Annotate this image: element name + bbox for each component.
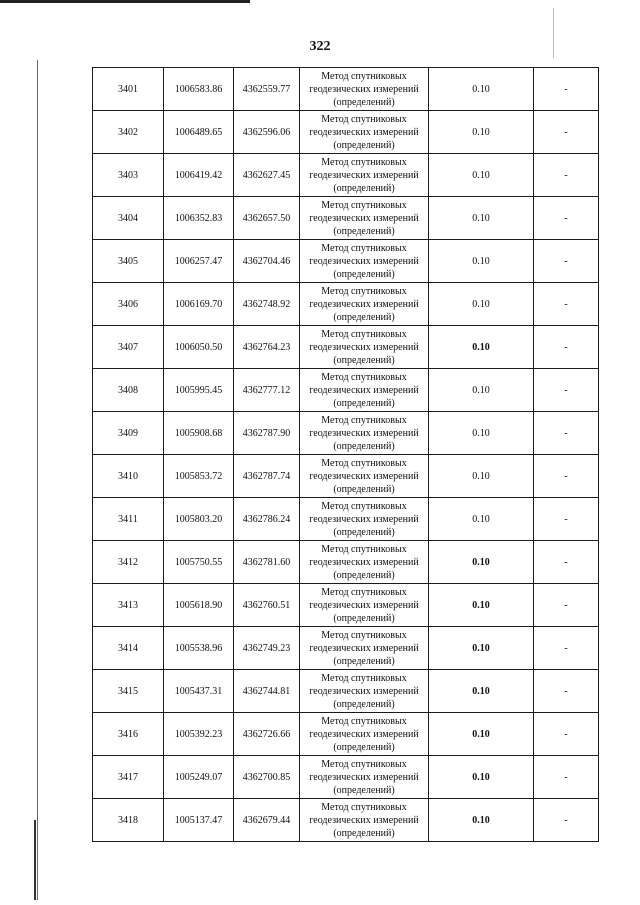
method-line: Метод спутниковых	[321, 672, 407, 684]
point-number-cell: 3401	[93, 68, 164, 111]
table-row	[93, 326, 599, 369]
y-coordinate-cell: 4362657.50	[234, 197, 300, 240]
method-line: Метод спутниковых	[321, 371, 407, 383]
note-cell: -	[534, 713, 599, 756]
method-line: Метод спутниковых	[321, 500, 407, 512]
method-cell	[300, 326, 429, 369]
method-cell	[300, 627, 429, 670]
x-coordinate-cell: 1006419.42	[164, 154, 234, 197]
accuracy-cell: 0.10	[429, 455, 534, 498]
y-coordinate-cell: 4362559.77	[234, 68, 300, 111]
point-number-cell: 3407	[93, 326, 164, 369]
method-line: геодезических измерений	[309, 470, 419, 482]
method-line: (определений)	[333, 483, 395, 495]
y-coordinate-cell: 4362786.24	[234, 498, 300, 541]
method-line: (определений)	[333, 311, 395, 323]
x-coordinate-cell: 1005437.31	[164, 670, 234, 713]
table-row	[93, 756, 599, 799]
method-line: геодезических измерений	[309, 255, 419, 267]
accuracy-cell: 0.10	[429, 584, 534, 627]
method-cell	[300, 283, 429, 326]
point-number-cell: 3409	[93, 412, 164, 455]
note-cell: -	[534, 111, 599, 154]
y-coordinate-cell: 4362627.45	[234, 154, 300, 197]
method-line: Метод спутниковых	[321, 242, 407, 254]
table-row	[93, 111, 599, 154]
point-number-cell: 3410	[93, 455, 164, 498]
method-line: Метод спутниковых	[321, 715, 407, 727]
note-cell: -	[534, 541, 599, 584]
accuracy-cell: 0.10	[429, 541, 534, 584]
method-line: (определений)	[333, 182, 395, 194]
method-line: геодезических измерений	[309, 427, 419, 439]
scan-edge-line	[0, 0, 250, 3]
note-cell: -	[534, 240, 599, 283]
point-number-cell: 3418	[93, 799, 164, 842]
accuracy-cell: 0.10	[429, 154, 534, 197]
accuracy-cell: 0.10	[429, 498, 534, 541]
coordinates-table-body	[93, 68, 599, 842]
method-line: (определений)	[333, 268, 395, 280]
method-line: Метод спутниковых	[321, 285, 407, 297]
method-line: Метод спутниковых	[321, 801, 407, 813]
accuracy-cell: 0.10	[429, 326, 534, 369]
method-cell	[300, 154, 429, 197]
note-cell: -	[534, 154, 599, 197]
x-coordinate-cell: 1006489.65	[164, 111, 234, 154]
x-coordinate-cell: 1006050.50	[164, 326, 234, 369]
y-coordinate-cell: 4362777.12	[234, 369, 300, 412]
page-number: 322	[309, 39, 331, 54]
table-row	[93, 369, 599, 412]
method-cell	[300, 498, 429, 541]
method-line: Метод спутниковых	[321, 156, 407, 168]
accuracy-cell: 0.10	[429, 369, 534, 412]
method-cell	[300, 541, 429, 584]
table-row	[93, 713, 599, 756]
note-cell: -	[534, 756, 599, 799]
note-cell: -	[534, 68, 599, 111]
method-line: (определений)	[333, 440, 395, 452]
accuracy-cell: 0.10	[429, 197, 534, 240]
method-line: (определений)	[333, 741, 395, 753]
y-coordinate-cell: 4362787.90	[234, 412, 300, 455]
method-line: Метод спутниковых	[321, 457, 407, 469]
x-coordinate-cell: 1006583.86	[164, 68, 234, 111]
x-coordinate-cell: 1005392.23	[164, 713, 234, 756]
table-row	[93, 670, 599, 713]
method-line: (определений)	[333, 354, 395, 366]
y-coordinate-cell: 4362787.74	[234, 455, 300, 498]
accuracy-cell: 0.10	[429, 756, 534, 799]
table-row	[93, 154, 599, 197]
x-coordinate-cell: 1005908.68	[164, 412, 234, 455]
method-cell	[300, 584, 429, 627]
method-line: геодезических измерений	[309, 556, 419, 568]
point-number-cell: 3404	[93, 197, 164, 240]
note-cell: -	[534, 369, 599, 412]
table-row	[93, 283, 599, 326]
table-row	[93, 799, 599, 842]
method-line: геодезических измерений	[309, 771, 419, 783]
y-coordinate-cell: 4362781.60	[234, 541, 300, 584]
y-coordinate-cell: 4362704.46	[234, 240, 300, 283]
method-line: геодезических измерений	[309, 685, 419, 697]
method-line: Метод спутниковых	[321, 113, 407, 125]
y-coordinate-cell: 4362596.06	[234, 111, 300, 154]
x-coordinate-cell: 1005995.45	[164, 369, 234, 412]
method-cell	[300, 412, 429, 455]
x-coordinate-cell: 1005538.96	[164, 627, 234, 670]
note-cell: -	[534, 283, 599, 326]
method-line: (определений)	[333, 655, 395, 667]
y-coordinate-cell: 4362748.92	[234, 283, 300, 326]
point-number-cell: 3415	[93, 670, 164, 713]
method-line: геодезических измерений	[309, 83, 419, 95]
point-number-cell: 3412	[93, 541, 164, 584]
method-line: геодезических измерений	[309, 169, 419, 181]
method-line: геодезических измерений	[309, 599, 419, 611]
coordinates-table	[92, 67, 599, 842]
x-coordinate-cell: 1005137.47	[164, 799, 234, 842]
x-coordinate-cell: 1005618.90	[164, 584, 234, 627]
method-line: геодезических измерений	[309, 384, 419, 396]
table-row	[93, 197, 599, 240]
method-line: (определений)	[333, 397, 395, 409]
method-cell	[300, 670, 429, 713]
note-cell: -	[534, 584, 599, 627]
accuracy-cell: 0.10	[429, 713, 534, 756]
method-cell	[300, 68, 429, 111]
point-number-cell: 3414	[93, 627, 164, 670]
x-coordinate-cell: 1006352.83	[164, 197, 234, 240]
method-line: геодезических измерений	[309, 212, 419, 224]
point-number-cell: 3402	[93, 111, 164, 154]
point-number-cell: 3417	[93, 756, 164, 799]
method-line: Метод спутниковых	[321, 414, 407, 426]
method-cell	[300, 713, 429, 756]
scan-margin-line	[34, 820, 36, 900]
method-line: Метод спутниковых	[321, 586, 407, 598]
accuracy-cell: 0.10	[429, 240, 534, 283]
method-line: геодезических измерений	[309, 642, 419, 654]
table-row	[93, 412, 599, 455]
accuracy-cell: 0.10	[429, 670, 534, 713]
y-coordinate-cell: 4362726.66	[234, 713, 300, 756]
method-cell	[300, 799, 429, 842]
table-row	[93, 68, 599, 111]
y-coordinate-cell: 4362700.85	[234, 756, 300, 799]
table-row	[93, 584, 599, 627]
method-cell	[300, 756, 429, 799]
point-number-cell: 3406	[93, 283, 164, 326]
y-coordinate-cell: 4362749.23	[234, 627, 300, 670]
note-cell: -	[534, 627, 599, 670]
method-line: геодезических измерений	[309, 728, 419, 740]
x-coordinate-cell: 1006257.47	[164, 240, 234, 283]
table-row	[93, 455, 599, 498]
method-line: (определений)	[333, 225, 395, 237]
note-cell: -	[534, 498, 599, 541]
method-line: Метод спутниковых	[321, 328, 407, 340]
note-cell: -	[534, 799, 599, 842]
method-line: геодезических измерений	[309, 341, 419, 353]
scan-margin-line	[37, 60, 38, 900]
y-coordinate-cell: 4362744.81	[234, 670, 300, 713]
method-line: (определений)	[333, 569, 395, 581]
method-cell	[300, 111, 429, 154]
method-line: Метод спутниковых	[321, 70, 407, 82]
method-line: геодезических измерений	[309, 513, 419, 525]
method-line: (определений)	[333, 827, 395, 839]
point-number-cell: 3408	[93, 369, 164, 412]
table-row	[93, 627, 599, 670]
method-line: геодезических измерений	[309, 126, 419, 138]
method-line: Метод спутниковых	[321, 629, 407, 641]
y-coordinate-cell: 4362764.23	[234, 326, 300, 369]
note-cell: -	[534, 412, 599, 455]
accuracy-cell: 0.10	[429, 412, 534, 455]
accuracy-cell: 0.10	[429, 283, 534, 326]
x-coordinate-cell: 1005853.72	[164, 455, 234, 498]
note-cell: -	[534, 326, 599, 369]
method-cell	[300, 369, 429, 412]
method-line: (определений)	[333, 96, 395, 108]
x-coordinate-cell: 1005249.07	[164, 756, 234, 799]
x-coordinate-cell: 1006169.70	[164, 283, 234, 326]
method-line: (определений)	[333, 698, 395, 710]
point-number-cell: 3403	[93, 154, 164, 197]
point-number-cell: 3405	[93, 240, 164, 283]
method-cell	[300, 197, 429, 240]
note-cell: -	[534, 670, 599, 713]
point-number-cell: 3411	[93, 498, 164, 541]
accuracy-cell: 0.10	[429, 68, 534, 111]
method-line: Метод спутниковых	[321, 758, 407, 770]
note-cell: -	[534, 197, 599, 240]
method-line: Метод спутниковых	[321, 543, 407, 555]
method-line: (определений)	[333, 526, 395, 538]
method-line: (определений)	[333, 612, 395, 624]
accuracy-cell: 0.10	[429, 627, 534, 670]
table-row	[93, 498, 599, 541]
x-coordinate-cell: 1005750.55	[164, 541, 234, 584]
method-cell	[300, 240, 429, 283]
accuracy-cell: 0.10	[429, 111, 534, 154]
x-coordinate-cell: 1005803.20	[164, 498, 234, 541]
point-number-cell: 3413	[93, 584, 164, 627]
accuracy-cell: 0.10	[429, 799, 534, 842]
method-line: геодезических измерений	[309, 814, 419, 826]
method-cell	[300, 455, 429, 498]
method-line: геодезических измерений	[309, 298, 419, 310]
y-coordinate-cell: 4362760.51	[234, 584, 300, 627]
y-coordinate-cell: 4362679.44	[234, 799, 300, 842]
table-row	[93, 240, 599, 283]
method-line: (определений)	[333, 139, 395, 151]
method-line: Метод спутниковых	[321, 199, 407, 211]
point-number-cell: 3416	[93, 713, 164, 756]
method-line: (определений)	[333, 784, 395, 796]
note-cell: -	[534, 455, 599, 498]
table-row	[93, 541, 599, 584]
